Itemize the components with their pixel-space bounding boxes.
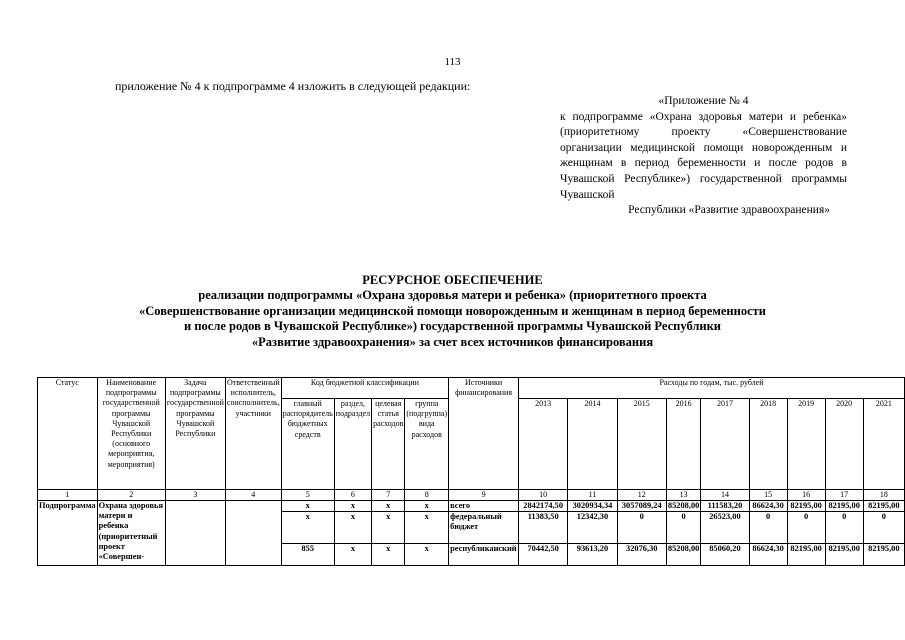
cell-value: 86624,30 [749,501,787,512]
cell-group: x [405,544,449,566]
cell-value: 82195,00 [787,544,825,566]
cell-value: 93613,20 [568,544,617,566]
col-num: 10 [519,490,568,501]
col-num: 1 [38,490,98,501]
header-kbk: Код бюджетной классификации [281,378,448,399]
table-row [38,501,905,512]
cell-value: 82195,00 [825,501,863,512]
row-status: Подпрограмма [38,501,98,566]
header-year: 2019 [787,399,825,490]
cell-section: x [334,544,371,566]
document-title [0,273,905,350]
cell-group: x [405,501,449,512]
cell-value: 3020934,34 [568,501,617,512]
col-num: 8 [405,490,449,501]
row-name: Охрана здоровья матери и ребенка (приоритетный проект «Совершен- [97,501,165,566]
appendix-last-line: Республики «Развитие здравоохранения» [628,204,830,217]
cell-value: 0 [617,512,666,544]
cell-source: всего [449,501,519,512]
cell-value: 3057089,24 [617,501,666,512]
col-num: 15 [749,490,787,501]
cell-value: 86624,30 [749,544,787,566]
header-sources: Источники финансирования [449,378,519,490]
cell-target: x [372,501,405,512]
header-year: 2017 [701,399,749,490]
cell-value: 26523,00 [701,512,749,544]
cell-value: 32076,30 [617,544,666,566]
col-num: 13 [666,490,700,501]
cell-target: x [372,544,405,566]
cell-value: 82195,00 [863,544,904,566]
col-num: 7 [372,490,405,501]
cell-value: 85060,20 [701,544,749,566]
cell-value: 70442,50 [519,544,568,566]
header-kbk-target: целевая статья расходов [372,399,405,490]
col-num: 4 [225,490,281,501]
cell-section: x [334,501,371,512]
cell-source: республиканский [449,544,519,566]
appendix-body: к подпрограмме «Охрана здоровья матери и ребенка» (приоритетному проекту «Совершенствование организации медицинской помощи новорожденным и женщинам в период беременности и после родов в Чувашской Республике») государственной программы Чувашской [560,110,847,201]
title-line-4: и после родов в Чувашской Республике») государственной программы Чувашской Республики [184,319,721,334]
cell-value: 0 [825,512,863,544]
cell-value: 11383,50 [519,512,568,544]
header-year: 2015 [617,399,666,490]
cell-grbs: x [281,501,334,512]
resource-table [37,377,905,566]
cell-value: 82195,00 [787,501,825,512]
cell-value: 2842174,50 [519,501,568,512]
cell-value: 12342,30 [568,512,617,544]
col-num: 17 [825,490,863,501]
header-year: 2013 [519,399,568,490]
col-num: 11 [568,490,617,501]
cell-value: 85208,00 [666,544,700,566]
column-number-row [38,490,905,501]
cell-group: x [405,512,449,544]
cell-grbs: 855 [281,544,334,566]
cell-value: 82195,00 [825,544,863,566]
cell-target: x [372,512,405,544]
appendix-block [560,94,847,219]
header-year: 2020 [825,399,863,490]
cell-value: 85208,00 [667,501,700,510]
row-task [165,501,225,566]
title-line-5: «Развитие здравоохранения» за счет всех источников финансирования [251,334,654,349]
page-number: 113 [444,56,461,68]
cell-section: x [334,512,371,544]
row-responsible [225,501,281,566]
cell-value: 82195,00 [863,501,904,512]
header-responsible: Ответственный исполнитель, соисполнитель, участники [225,378,281,490]
header-year: 2014 [568,399,617,490]
col-num: 12 [617,490,666,501]
intro-text: приложение № 4 к подпрограмме 4 изложить в следующей редакции: [115,79,471,93]
cell-value: 0 [787,512,825,544]
col-num: 9 [449,490,519,501]
cell-value: 111583,20 [701,501,749,512]
col-num: 6 [334,490,371,501]
cell-grbs: x [281,512,334,544]
col-num: 18 [863,490,904,501]
cell-value: 0 [666,512,700,544]
header-year: 2021 [863,399,904,490]
title-line-3: «Совершенствование организации медицинской помощи новорожденным и женщинам в период беременности [139,303,766,318]
header-name: Наименование подпрограммы государственной программы Чувашской Республики (основного мероприятия, мероприятия) [97,378,165,490]
header-status: Статус [38,378,98,490]
col-num: 14 [701,490,749,501]
cell-source: федеральный бюджет [449,512,519,544]
col-num: 5 [281,490,334,501]
title-line-1: РЕСУРСНОЕ ОБЕСПЕЧЕНИЕ [362,273,543,287]
cell-value: 0 [749,512,787,544]
col-num: 2 [97,490,165,501]
appendix-heading: «Приложение № 4 [658,95,749,107]
header-kbk-grbs: главный распорядитель бюджетных средств [281,399,334,490]
header-kbk-group: группа (подгруппа) вида расходов [405,399,449,490]
col-num: 16 [787,490,825,501]
header-expenses: Расходы по годам, тыс. рублей [519,378,905,399]
header-year: 2018 [749,399,787,490]
title-line-2: реализации подпрограммы «Охрана здоровья матери и ребенка» (приоритетного проекта [198,288,707,303]
col-num: 3 [165,490,225,501]
header-kbk-section: раздел, подраздел [334,399,371,490]
header-task: Задача подпрограммы государственной программы Чувашской Республики [165,378,225,490]
header-year: 2016 [666,399,700,490]
cell-value: 0 [863,512,904,544]
